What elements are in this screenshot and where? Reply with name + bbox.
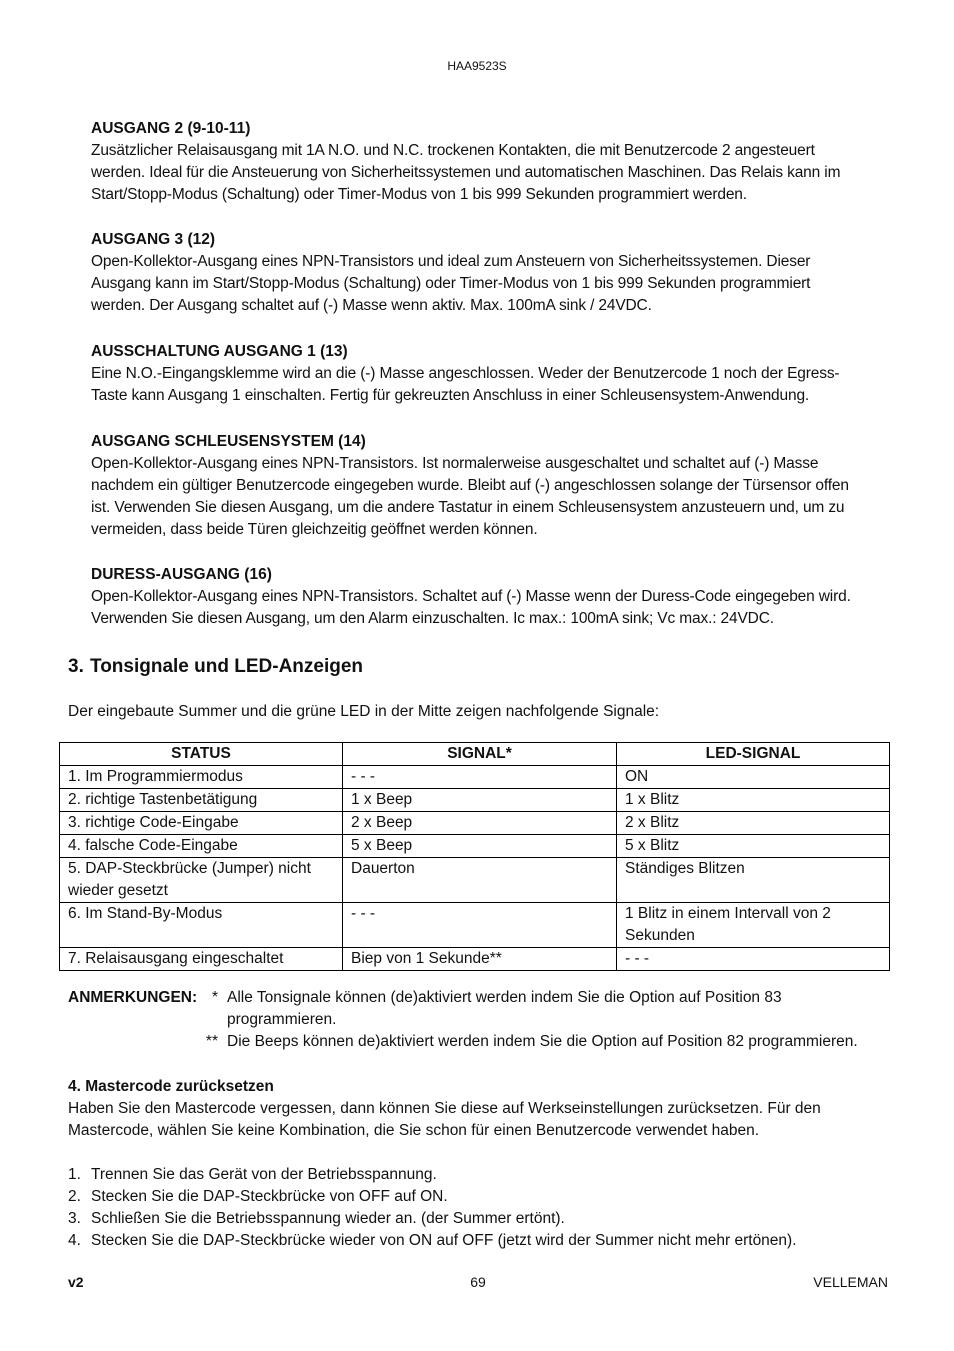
chapter-3-intro: Der eingebaute Summer und die grüne LED in der Mitte zeigen nachfolgende Signale: <box>68 703 660 720</box>
table-cell: 6. Im Stand-By-Modus <box>60 903 343 948</box>
reset-steps-list <box>68 1164 888 1252</box>
step-text: Stecken Sie die DAP-Steckbrücke von OFF auf ON. <box>91 1188 448 1205</box>
table-row <box>60 903 890 948</box>
table-cell: 2 x Blitz <box>617 812 890 835</box>
table-row <box>60 789 890 812</box>
table-cell: 1. Im Programmiermodus <box>60 766 343 789</box>
section-line: Eine N.O.-Eingangsklemme wird an die (-) Masse angeschlossen. Weder der Benutzercode 1 noch der Egress- <box>91 365 840 382</box>
table-cell: 2. richtige Tastenbetätigung <box>60 789 343 812</box>
section-line: vermeiden, dass beide Türen gleichzeitig geöffnet werden können. <box>91 521 538 538</box>
table-cell: Ständiges Blitzen <box>617 858 890 903</box>
table-row <box>60 812 890 835</box>
step-number: 2. <box>68 1188 81 1205</box>
table-cell: 1 x Blitz <box>617 789 890 812</box>
footer-brand: VELLEMAN <box>813 1274 888 1290</box>
table-header-row <box>60 743 890 766</box>
footer-version: v2 <box>68 1274 84 1290</box>
note-text: Alle Tonsignale können (de)aktiviert werden indem Sie die Option auf Position 83 programmieren. <box>227 989 782 1028</box>
step-text: Stecken Sie die DAP-Steckbrücke wieder von ON auf OFF (jetzt wird der Summer nicht mehr ertönen). <box>91 1232 797 1249</box>
section-line: Start/Stopp-Modus (Schaltung) oder Timer-Modus von 1 bis 999 Sekunden programmiert werden. <box>91 186 747 203</box>
step-text: Schließen Sie die Betriebsspannung wieder an. (der Summer ertönt). <box>91 1210 565 1227</box>
section-line: werden. Der Ausgang schaltet auf (-) Masse wenn aktiv. Max. 100mA sink / 24VDC. <box>91 297 652 314</box>
note-text: Die Beeps können de)aktiviert werden indem Sie die Option auf Position 82 programmieren. <box>227 1033 858 1050</box>
section-duress-ausgang <box>91 564 891 630</box>
list-item <box>68 1186 888 1208</box>
section-line: Verwenden Sie diesen Ausgang, um den Alarm einzuschalten. Ic max.: 100mA sink; Vc max.: 24VDC. <box>91 610 774 627</box>
page-header-model: HAA9523S <box>447 59 507 73</box>
table-cell: 2 x Beep <box>343 812 617 835</box>
section-title: AUSGANG 2 (9-10-11) <box>91 120 251 137</box>
table-cell: 1 Blitz in einem Intervall von 2 Sekunden <box>617 903 890 948</box>
section-line: ist. Verwenden Sie diesen Ausgang, um die andere Tastatur in einem Schleusensystem anzusteuern und, um zu <box>91 499 845 516</box>
section-line: Open-Kollektor-Ausgang eines NPN-Transistors. Ist normalerweise ausgeschaltet und schaltet auf (-) Masse <box>91 455 819 472</box>
table-cell: 3. richtige Code-Eingabe <box>60 812 343 835</box>
signal-table <box>59 742 890 971</box>
step-number: 1. <box>68 1166 81 1183</box>
section-line: Open-Kollektor-Ausgang eines NPN-Transistors und ideal zum Ansteuern von Sicherheitssystemen. Dieser <box>91 253 811 270</box>
table-header-led-signal: LED-SIGNAL <box>617 743 890 766</box>
step-number: 3. <box>68 1210 81 1227</box>
chapter-number: 3. <box>68 656 84 677</box>
section-ausgang-3 <box>91 229 891 317</box>
table-cell: 5 x Blitz <box>617 835 890 858</box>
section-title: 4. Mastercode zurücksetzen <box>68 1078 274 1095</box>
table-row <box>60 835 890 858</box>
chapter-3-heading <box>68 654 363 680</box>
table-header-signal: SIGNAL* <box>343 743 617 766</box>
note-mark: ** <box>205 1033 218 1050</box>
section-title: AUSSCHALTUNG AUSGANG 1 (13) <box>91 343 348 360</box>
section-ausgang-schleusensystem <box>91 431 891 541</box>
table-cell: Dauerton <box>343 858 617 903</box>
section-line: Open-Kollektor-Ausgang eines NPN-Transistors. Schaltet auf (-) Masse wenn der Duress-Code eingegeben wird. <box>91 588 851 605</box>
table-row <box>60 766 890 789</box>
step-number: 4. <box>68 1232 81 1249</box>
footer-page-number: 69 <box>470 1274 486 1290</box>
list-item <box>68 1230 888 1252</box>
section-line: Ausgang kann im Start/Stopp-Modus (Schaltung) oder Timer-Modus von 1 bis 999 Sekunden programmiert <box>91 275 811 292</box>
section-line: Haben Sie den Mastercode vergessen, dann können Sie diese auf Werkseinstellungen zurücksetzen. Für den <box>68 1100 821 1117</box>
section-title: AUSGANG 3 (12) <box>91 231 216 248</box>
step-text: Trennen Sie das Gerät von der Betriebsspannung. <box>91 1166 437 1183</box>
table-row <box>60 858 890 903</box>
list-item <box>68 1164 888 1186</box>
table-cell: - - - <box>343 903 617 948</box>
table-cell: 1 x Beep <box>343 789 617 812</box>
section-ausschaltung-ausgang-1 <box>91 341 891 407</box>
section-title: AUSGANG SCHLEUSENSYSTEM (14) <box>91 433 366 450</box>
table-cell: 5. DAP-Steckbrücke (Jumper) nicht wieder gesetzt <box>60 858 343 903</box>
note-mark: * <box>211 989 218 1006</box>
table-cell: 5 x Beep <box>343 835 617 858</box>
section-line: Zusätzlicher Relaisausgang mit 1A N.O. und N.C. trockenen Kontakten, die mit Benutzercode 2 angesteuert <box>91 142 815 159</box>
section-line: Taste kann Ausgang 1 einschalten. Fertig für gekreuzten Anschluss in einer Schleusensystem-Anwendung. <box>91 387 810 404</box>
notes-label: ANMERKUNGEN: <box>68 989 198 1006</box>
table-cell: ON <box>617 766 890 789</box>
note-item <box>68 1031 888 1053</box>
chapter-title: Tonsignale und LED-Anzeigen <box>90 656 364 677</box>
section-mastercode-reset <box>68 1076 888 1142</box>
table-cell: 7. Relaisausgang eingeschaltet <box>60 948 343 971</box>
table-cell: Biep von 1 Sekunde** <box>343 948 617 971</box>
notes-block <box>68 987 888 1053</box>
section-line: werden. Ideal für die Ansteuerung von Sicherheitssystemen und automatischen Maschinen. Das Relais kann im <box>91 164 841 181</box>
section-ausgang-2 <box>91 118 891 206</box>
section-line: Mastercode, wählen Sie keine Kombination, die Sie schon für einen Benutzercode verwendet haben. <box>68 1122 760 1139</box>
table-cell: - - - <box>617 948 890 971</box>
section-line: nachdem ein gültiger Benutzercode eingegeben wurde. Bleibt auf (-) angeschlossen solange der Türsensor offen <box>91 477 849 494</box>
table-header-status: STATUS <box>60 743 343 766</box>
list-item <box>68 1208 888 1230</box>
section-title: DURESS-AUSGANG (16) <box>91 566 272 583</box>
table-cell: 4. falsche Code-Eingabe <box>60 835 343 858</box>
table-cell: - - - <box>343 766 617 789</box>
table-row <box>60 948 890 971</box>
note-item <box>68 987 888 1031</box>
